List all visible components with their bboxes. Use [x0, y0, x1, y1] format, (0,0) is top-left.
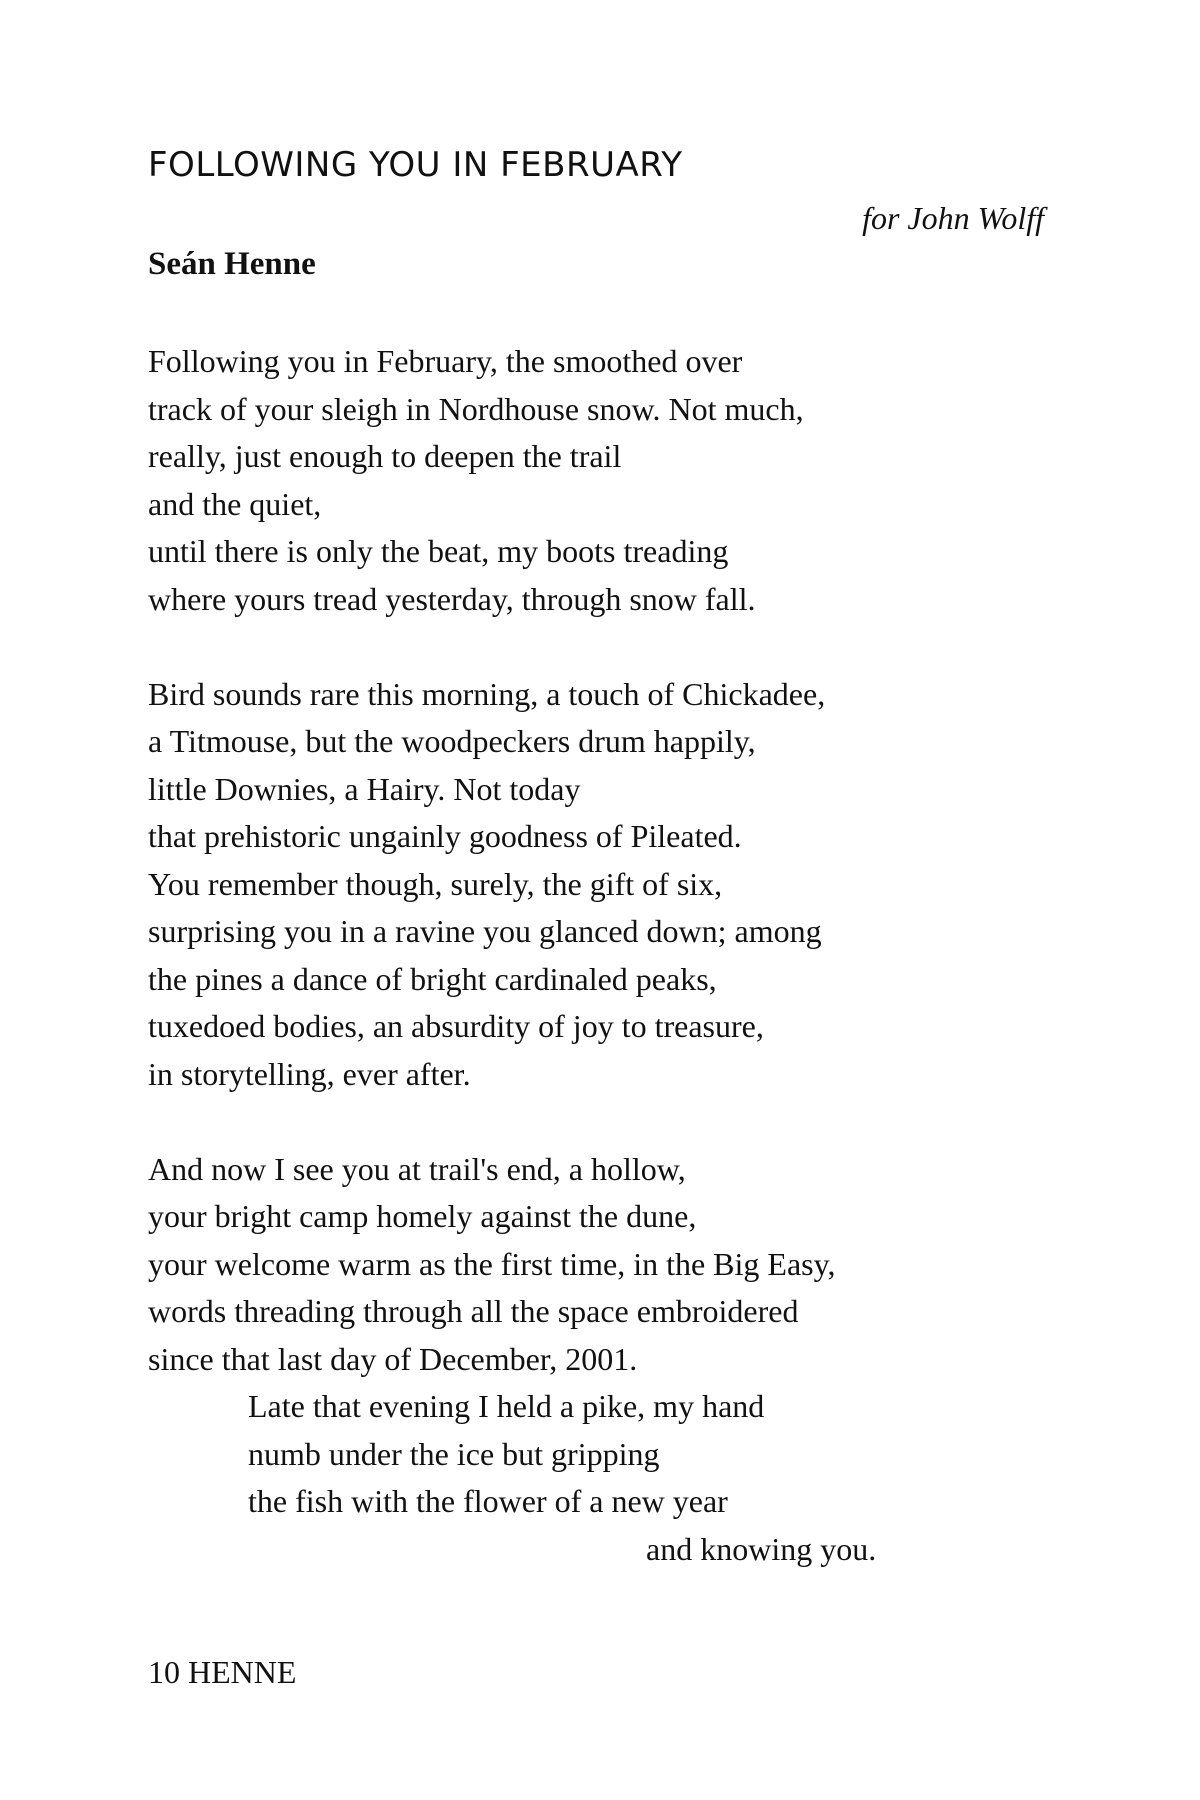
poem-line: since that last day of December, 2001. — [148, 1340, 638, 1377]
poem-line: Following you in February, the smoothed over — [148, 343, 743, 379]
poem-line: surprising you in a ravine you glanced down; among — [148, 913, 822, 949]
page-footer: 10 HENNE — [148, 1654, 297, 1690]
poem-line: Bird sounds rare this morning, a touch of Chickadee, — [148, 675, 826, 712]
poem-line: words threading through all the space embroidered — [148, 1293, 799, 1329]
poem-line: where yours tread yesterday, through snow fall. — [148, 580, 756, 617]
stanza-1 — [148, 338, 1148, 623]
poem-body — [148, 338, 1148, 1573]
poem-line: a Titmouse, but the woodpeckers drum happily, — [148, 723, 756, 759]
poem-line: and the quiet, — [148, 485, 322, 522]
stanza-break — [148, 623, 1148, 671]
poem-line: your welcome warm as the first time, in the Big Easy, — [148, 1245, 836, 1282]
poem-line: tuxedoed bodies, an absurdity of joy to treasure, — [148, 1008, 764, 1044]
poem-line: really, just enough to deepen the trail — [148, 438, 622, 474]
poem-title: FOLLOWING YOU IN FEBRUARY — [148, 145, 683, 185]
poem-line-indented: the fish with the flower of a new year — [248, 1483, 728, 1519]
poem-line: the pines a dance of bright cardinaled peaks, — [148, 960, 717, 997]
dedication: for John Wolff — [862, 200, 1044, 236]
stanza-break — [148, 1098, 1148, 1146]
poem-line: And now I see you at trail's end, a hollow, — [148, 1150, 686, 1187]
poem-line: that prehistoric ungainly goodness of Pileated. — [148, 818, 742, 854]
poem-line-indented: numb under the ice but gripping — [248, 1435, 660, 1472]
poem-line: little Downies, a Hairy. Not today — [148, 770, 581, 807]
poem-line: track of your sleigh in Nordhouse snow. Not much, — [148, 390, 804, 427]
poem-line: You remember though, surely, the gift of six, — [148, 865, 723, 902]
poem-line-indented: Late that evening I held a pike, my hand — [248, 1388, 765, 1424]
author-name: Seán Henne — [148, 246, 316, 282]
poem-line: until there is only the beat, my boots treading — [148, 533, 729, 569]
poem-line: your bright camp homely against the dune, — [148, 1198, 697, 1234]
stanza-3 — [148, 1146, 1148, 1574]
closing-line: and knowing you. — [646, 1530, 877, 1567]
stanza-2 — [148, 671, 1148, 1099]
poem-line: in storytelling, ever after. — [148, 1055, 471, 1092]
